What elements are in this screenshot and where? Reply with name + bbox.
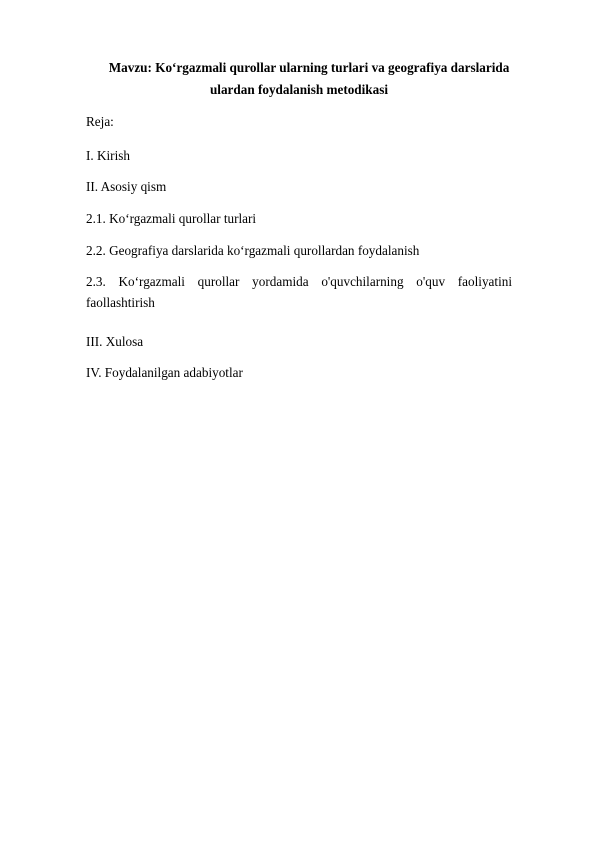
title-line-2: ulardan foydalanish metodikasi xyxy=(209,82,389,97)
plan-item-2-1: 2.1. Koʻrgazmali qurollar turlari xyxy=(86,211,257,226)
plan-item-conclusion: III. Xulosa xyxy=(86,334,144,349)
plan-item-references: IV. Foydalanilgan adabiyotlar xyxy=(86,365,243,380)
plan-item-2-3 xyxy=(86,272,512,313)
plan-label: Reja: xyxy=(86,114,114,129)
title-line-1: Mavzu: Koʻrgazmali qurollar ularning turlari va geografiya darslarida xyxy=(108,60,510,75)
plan-item-2-3-line-2: faollashtirish xyxy=(86,295,155,310)
plan-item-introduction: I. Kirish xyxy=(86,148,130,163)
document-title xyxy=(86,57,512,101)
plan-item-2-2: 2.2. Geografiya darslarida koʻrgazmali qurollardan foydalanish xyxy=(86,243,420,258)
plan-item-2-3-line-1: 2.3. Koʻrgazmali qurollar yordamida o'quvchilarning o'quv faoliyatini xyxy=(86,274,512,289)
plan-item-main-part: II. Asosiy qism xyxy=(86,179,167,194)
